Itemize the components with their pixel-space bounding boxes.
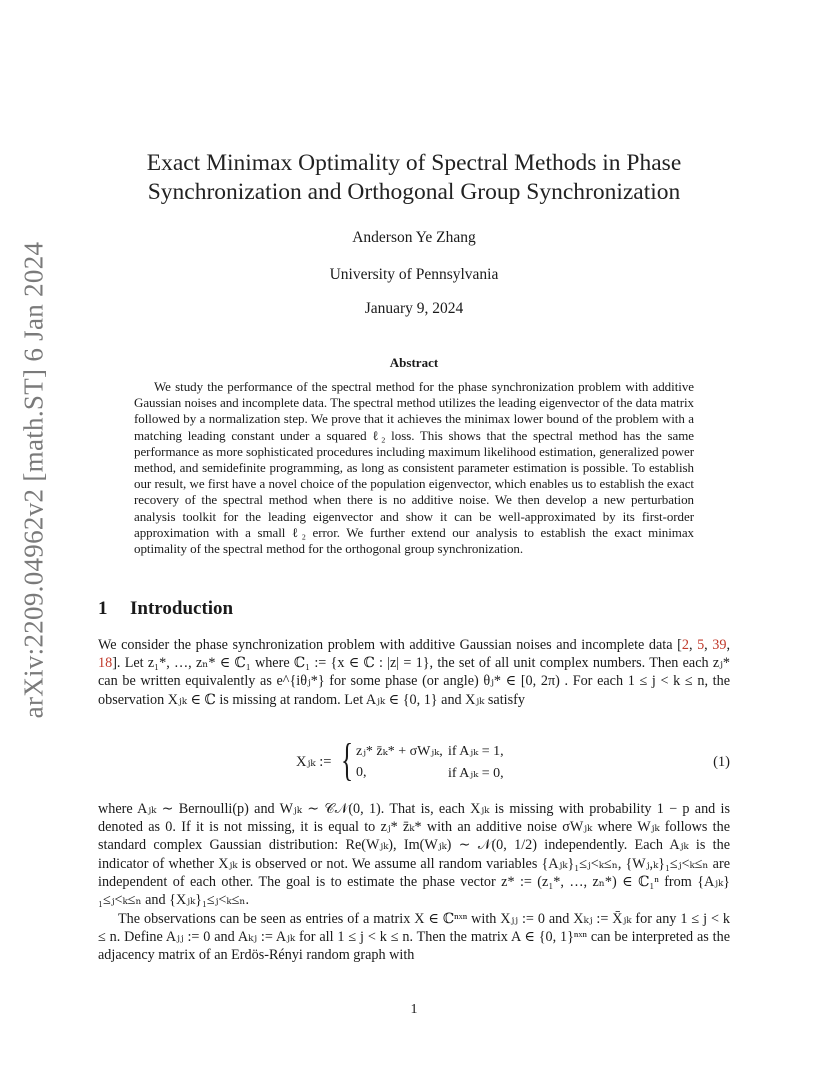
equation-brace: { (341, 734, 354, 785)
citation-link[interactable]: 2 (681, 637, 689, 653)
section-heading (98, 598, 233, 620)
abstract-heading: Abstract (389, 355, 439, 370)
author-affiliation: University of Pennsylvania (329, 266, 499, 283)
paragraph-text: We consider the phase synchronization problem with additive Gaussian noises and incomplete data [ (98, 637, 682, 653)
citation-link[interactable]: 5 (697, 637, 705, 653)
intro-paragraph-1: We consider the phase synchronization problem with additive Gaussian noises and incomplete data [2, 5, 39, 18]. Let z₁*, …, zₙ* ∈ ℂ₁ where ℂ₁ := {x ∈ ℂ : |z| = 1}, the set of all unit complex numbers. Then each zⱼ* can be written equivalently as e^{iθⱼ*} for some phase (or angle) θⱼ* ∈ [0, 2π) . For each 1 ≤ j < k ≤ n, the observation Xⱼₖ ∈ ℂ is missing at random. Let Aⱼₖ ∈ {0, 1} and Xⱼₖ satisfy (98, 637, 731, 708)
abstract-text: We study the performance of the spectral method for the phase synchronization problem with additive Gaussian noises and incomplete data. The spectral method utilizes the leading eigenvector of the data matrix followed by a normalization step. We prove that it achieves the minimax lower bound of the problem with a matching leading constant under a squared ℓ₂ loss. This shows that the spectral method has the same performance as more sophisticated procedures including maximum likelihood estimation, generalized power method, and semidefinite programming, as long as consistent parameter estimation is possible. To establish our result, we first have a novel choice of the population eigenvector, which enables us to establish the exact recovery of the spectral method when there is no additive noise. We then develop a new perturbation analysis toolkit for the leading eigenvector and show it can be well-approximated by its first-order approximation with a small ℓ₂ error. We further extend our analysis to establish the exact minimax optimality of the spectral method for the orthogonal group synchronization. (134, 379, 694, 557)
section-number: 1 (98, 598, 108, 619)
equation-condition-2: if Aⱼₖ = 0, (448, 766, 504, 781)
equation-case-1: zⱼ* z̄ₖ* + σWⱼₖ, (356, 744, 443, 759)
intro-paragraph-3: The observations can be seen as entries of a matrix X ∈ ℂⁿˣⁿ with Xⱼⱼ := 0 and Xₖⱼ := X̄ⱼₖ for any 1 ≤ j < k ≤ n. Define Aⱼⱼ := 0 and Aₖⱼ := Aⱼₖ for all 1 ≤ j < k ≤ n. Then the matrix A ∈ {0, 1}ⁿˣⁿ can be interpreted as the adjacency matrix of an Erdös-Rényi random graph with (98, 911, 730, 964)
equation-condition-1: if Aⱼₖ = 1, (448, 744, 504, 759)
equation-case-2: 0, (356, 765, 367, 780)
arxiv-identifier-stamp: arXiv:2209.04962v2 [math.ST] 6 Jan 2024 (18, 241, 49, 719)
equation-number: (1) (713, 754, 730, 770)
paper-title: Exact Minimax Optimality of Spectral Methods in Phase Synchronization and Orthogonal Group Synchronization (146, 150, 682, 205)
section-title: Introduction (130, 598, 234, 619)
citation-link[interactable]: 18 (98, 655, 113, 672)
paragraph-text: ]. Let z₁*, …, zₙ* ∈ ℂ₁ where ℂ₁ := {x ∈ ℂ : |z| = 1}, the set of all unit complex numbers. Then each zⱼ* can be written equivalently as e^{iθⱼ*} for some phase (or angle) θⱼ* ∈ [0, 2π) . For each 1 ≤ j < k ≤ n, the observation Xⱼₖ ∈ ℂ is missing at random. Let Aⱼₖ ∈ {0, 1} and Xⱼₖ satisfy (98, 655, 730, 708)
equation-1 (98, 734, 730, 785)
intro-paragraph-2: where Aⱼₖ ∼ Bernoulli(p) and Wⱼₖ ∼ 𝒞𝒩(0, 1). That is, each Xⱼₖ is missing with probability 1 − p and is denoted as 0. If it is not missing, it is equal to zⱼ* z̄ₖ* with an additive noise σWⱼₖ where Wⱼₖ follows the standard complex Gaussian distribution: Re(Wⱼₖ), Im(Wⱼₖ) ∼ 𝒩(0, 1/2) independently. Each Aⱼₖ is the indicator of whether Xⱼₖ is observed or not. We assume all random variables {Aⱼₖ}₁≤ⱼ<ₖ≤ₙ, {Wⱼ,ₖ}₁≤ⱼ<ₖ≤ₙ are independent of each other. The goal is to estimate the phase vector z* := (z₁*, …, zₙ*) ∈ ℂ₁ⁿ from {Aⱼₖ}₁≤ⱼ<ₖ≤ₙ and {Xⱼₖ}₁≤ⱼ<ₖ≤ₙ. (98, 801, 730, 909)
paper-date: January 9, 2024 (364, 300, 464, 317)
author-name: Anderson Ye Zhang (352, 229, 476, 246)
page-number: 1 (410, 1002, 418, 1017)
citation-link[interactable]: 39 (712, 637, 727, 653)
equation-lhs: Xⱼₖ := (296, 754, 332, 770)
